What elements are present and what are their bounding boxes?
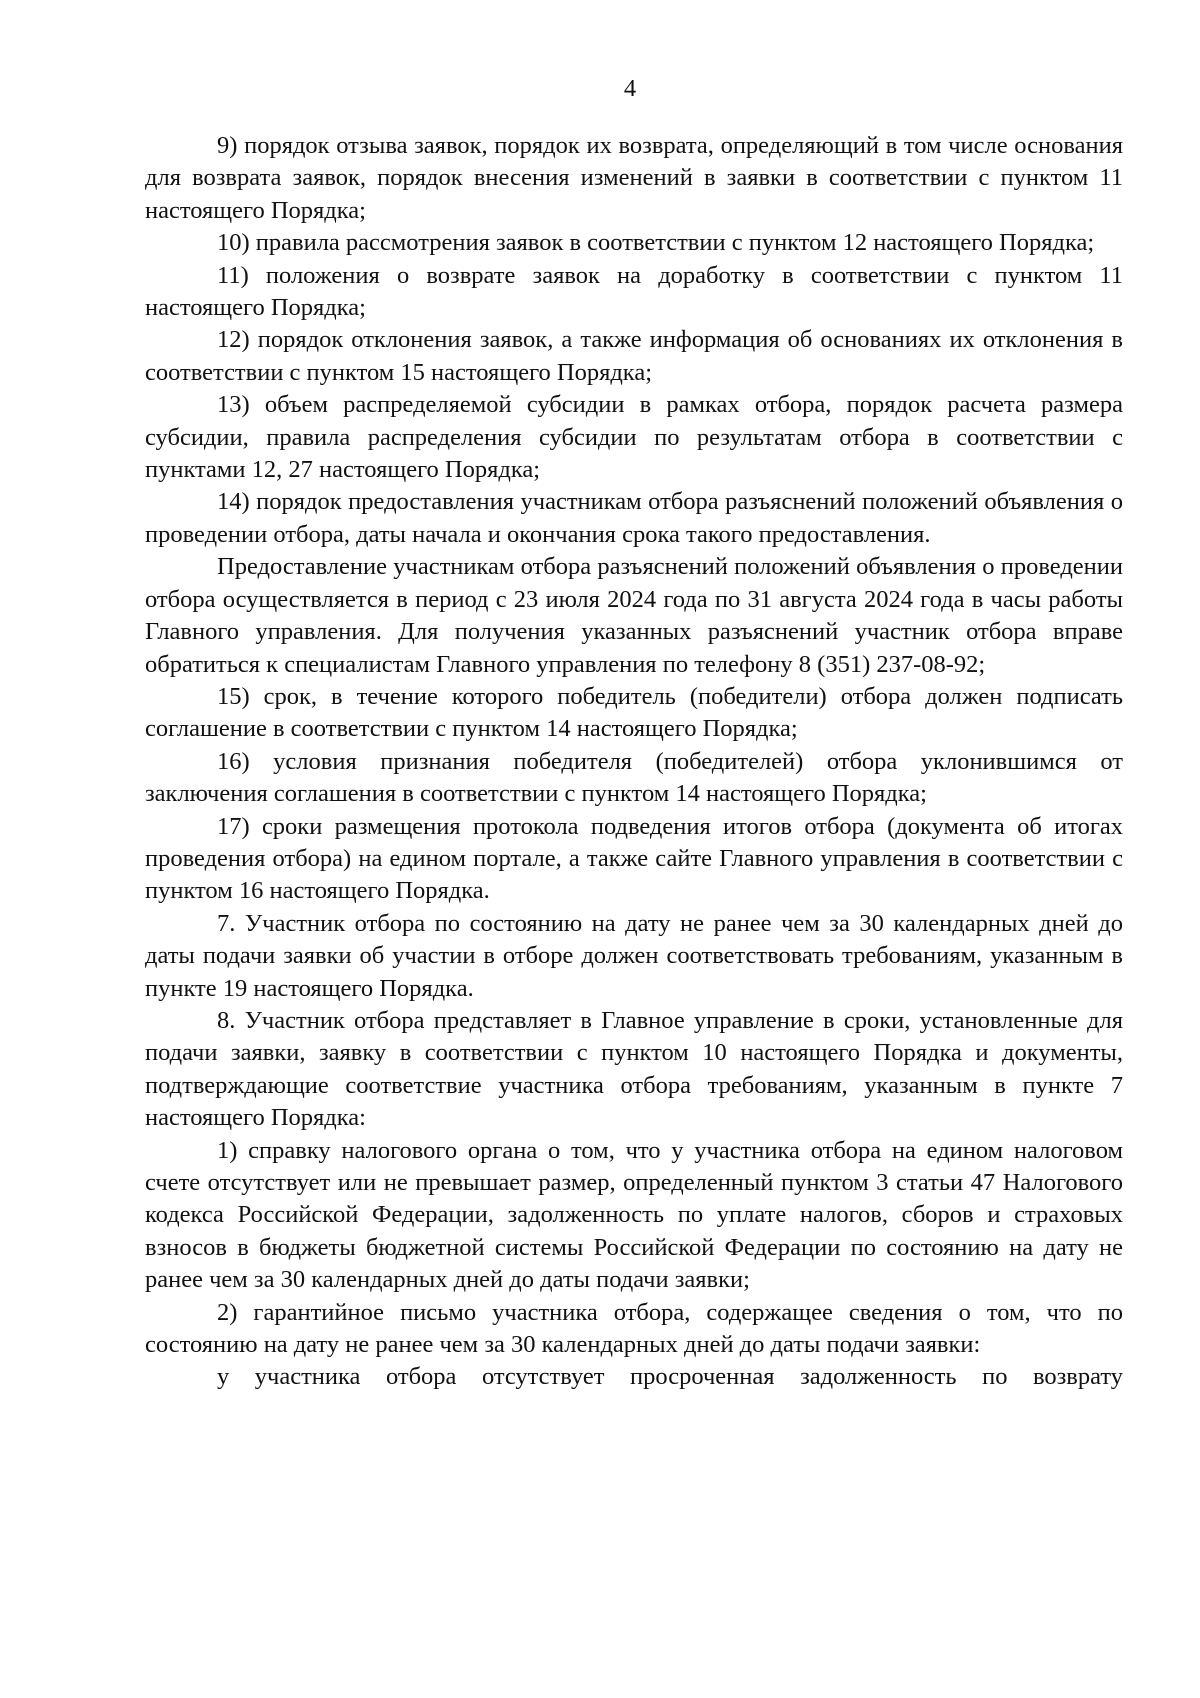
paragraph-item-9: 9) порядок отзыва заявок, порядок их возврата, определяющий в том числе основания для возврата заявок, порядок внесения изменений в заявки в соответствии с пунктом 11 настоящего Порядка;: [145, 132, 1123, 224]
paragraph-overdue-debt: у участника отбора отсутствует просроченная задолженность по возврату: [217, 1363, 1123, 1391]
paragraph-subitem-2: 2) гарантийное письмо участника отбора, содержащее сведения о том, что по состоянию на дату не ранее чем за 30 календарных дней до даты подачи заявки:: [145, 1298, 1123, 1359]
paragraph-clause-8: 8. Участник отбора представляет в Главное управление в сроки, установленные для подачи заявки, заявку в соответствии с пунктом 10 настоящего Порядка и документы, подтверждающие соответствие участника отбора требованиям, указанным в пункте 7 настоящего Порядка:: [145, 1006, 1123, 1132]
paragraph-item-12: 12) порядок отклонения заявок, а также информация об основаниях их отклонения в соответствии с пунктом 15 настоящего Порядка;: [145, 326, 1123, 386]
document-body: [145, 130, 1123, 1394]
paragraph-item-17: 17) сроки размещения протокола подведения итогов отбора (документа об итогах проведения отбора) на едином портале, а также сайте Главного управления в соответствии с пунктом 16 настоящего Порядка.: [145, 812, 1123, 905]
paragraph-item-15: 15) срок, в течение которого победитель (победители) отбора должен подписать соглашение в соответствии с пунктом 14 настоящего Порядка;: [145, 682, 1123, 743]
paragraph-item-10: 10) правила рассмотрения заявок в соответствии с пунктом 12 настоящего Порядка;: [217, 229, 1095, 257]
page-number: 4: [623, 75, 637, 102]
paragraph-clause-7: 7. Участник отбора по состоянию на дату не ранее чем за 30 календарных дней до даты подачи заявки об участии в отборе должен соответствовать требованиям, указанным в пункте 19 настоящего Порядка.: [145, 909, 1123, 1002]
paragraph-item-16: 16) условия признания победителя (победителей) отбора уклонившимся от заключения соглашения в соответствии с пунктом 14 настоящего Порядка;: [145, 747, 1123, 808]
paragraph-subitem-1: 1) справку налогового органа о том, что у участника отбора на едином налоговом счете отсутствует или не превышает размер, определенный пунктом 3 статьи 47 Налогового кодекса Российской Федерации, задолженность по уплате налогов, сборов и страховых взносов в бюджеты бюджетной системы Российской Федерации по состоянию на дату не ранее чем за 30 календарных дней до даты подачи заявки;: [145, 1136, 1123, 1294]
paragraph-item-13: 13) объем распределяемой субсидии в рамках отбора, порядок расчета размера субсидии, правила распределения субсидии по результатам отбора в соответствии с пунктами 12, 27 настоящего Порядка;: [145, 391, 1123, 484]
paragraph-item-11: 11) положения о возврате заявок на доработку в соответствии с пунктом 11 настоящего Порядка;: [145, 261, 1123, 322]
paragraph-item-14: 14) порядок предоставления участникам отбора разъяснений положений объявления о проведении отбора, даты начала и окончания срока такого предоставления.: [145, 488, 1123, 548]
paragraph-clarifications-period: Предоставление участникам отбора разъяснений положений объявления о проведении отбора осуществляется в период с 23 июля 2024 года по 31 августа 2024 года в часы работы Главного управления. Для получения указанных разъяснений участник отбора вправе обратиться к специалистам Главного управления по телефону 8 (351) 237-08-92;: [145, 553, 1123, 678]
